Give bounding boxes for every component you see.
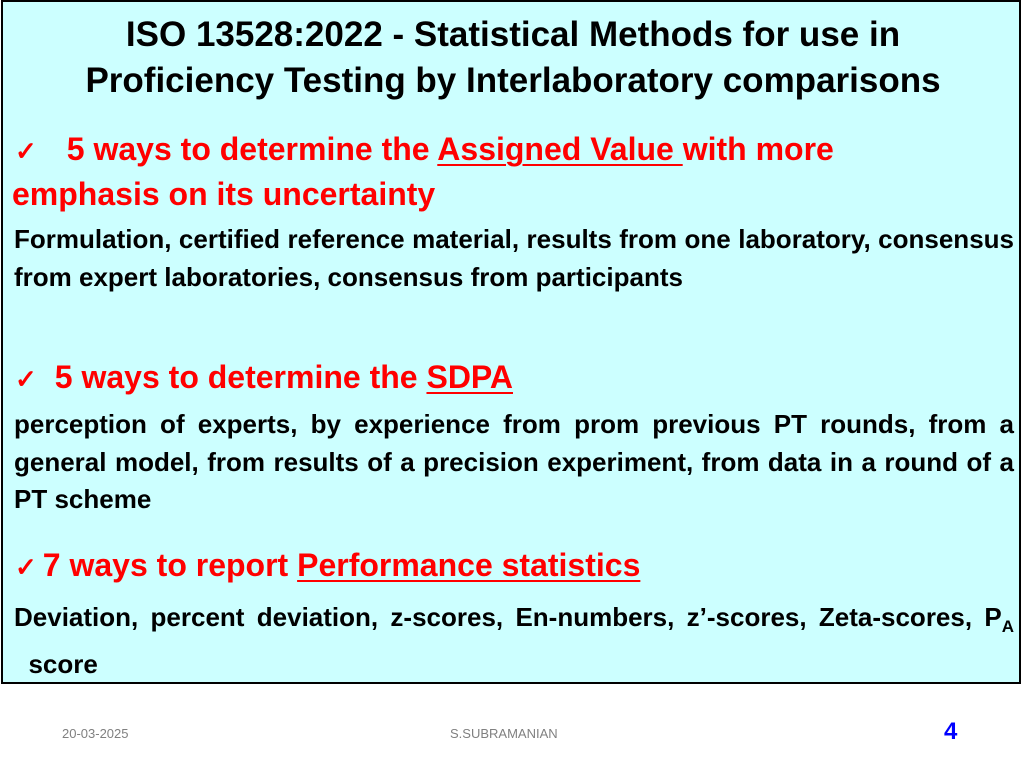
- assigned-value-prefix: 5 ways to determine the: [66, 131, 438, 167]
- assigned-value-heading-line-2: emphasis on its uncertainty: [12, 176, 436, 212]
- footer-date: 20-03-2025: [62, 726, 129, 741]
- sdpa-heading: [15, 357, 513, 400]
- slide-title: [3, 12, 1023, 104]
- sdpa-link[interactable]: SDPA: [426, 359, 513, 395]
- page-number: 4: [944, 718, 958, 745]
- assigned-value-suffix: with more: [682, 131, 834, 167]
- title-line-1: ISO 13528:2022 - Statistical Methods for use in: [125, 15, 901, 54]
- performance-statistics-text: Deviation, percent deviation, z-scores, En-numbers, z’-scores, Zeta-scores, P: [14, 602, 1002, 632]
- performance-statistics-link[interactable]: Performance statistics: [297, 547, 641, 583]
- checkmark-icon: ✓: [15, 364, 37, 394]
- performance-subscript: A: [1001, 617, 1014, 636]
- content-panel: [1, 0, 1021, 684]
- title-line-2: Proficiency Testing by Interlaboratory comparisons: [85, 61, 941, 100]
- footer-author: S.SUBRAMANIAN: [450, 726, 558, 741]
- performance-statistics-heading: [15, 545, 640, 588]
- performance-statistics-end: score: [14, 648, 98, 679]
- performance-prefix: 7 ways to report: [42, 547, 298, 583]
- assigned-value-link[interactable]: Assigned Value: [437, 131, 683, 167]
- assigned-value-heading: [15, 129, 834, 172]
- checkmark-icon: ✓: [15, 552, 37, 582]
- performance-statistics-list: [14, 599, 1014, 683]
- checkmark-icon: ✓: [15, 136, 37, 166]
- sdpa-methods: perception of experts, by experience from prom previous PT rounds, from a general model, from results of a precision experiment, from data in a round of a PT scheme: [14, 409, 1014, 514]
- assigned-value-methods: Formulation, certified reference material, results from one laboratory, consensus from expert laboratories, consensus from participants: [14, 224, 1014, 292]
- sdpa-prefix: 5 ways to determine the: [54, 359, 427, 395]
